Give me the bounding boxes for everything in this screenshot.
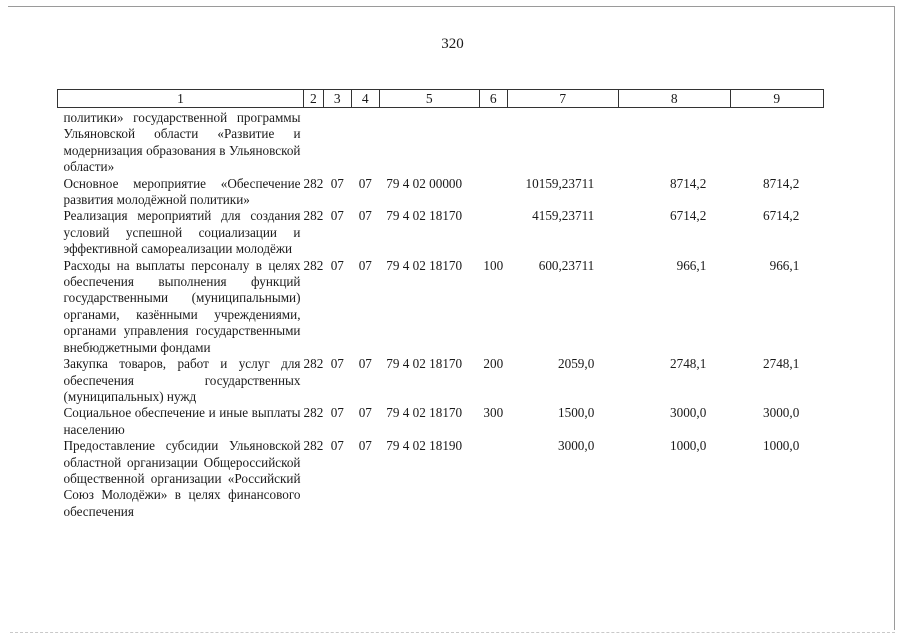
row-value-cell: 07 [358,208,372,224]
row-value-cell: 07 [330,257,344,273]
row-value-cell [351,108,379,176]
row-value-cell: 79 4 02 18170 [386,356,463,372]
scan-edge-line [10,632,895,634]
row-value-cell: 07 [358,356,372,372]
row-value-cell: 07 [330,175,344,191]
header-cell: 8 [618,90,730,108]
row-value-cell: 200 [483,356,504,372]
row-value-cell: 966,1 [676,257,707,273]
table-body [58,108,824,521]
row-name-cell: Расходы на выплаты персоналу в целях обеспечения выполнения функций государственными (муниципальными) органами, казёнными учреждениями, органами управления государственными внебюджетными фондами [63,257,301,355]
table-row [58,258,824,356]
row-value-cell: 1500,0 [558,405,595,421]
row-name-cell: политики» государственной программы Ульяновской области «Развитие и модернизация образования в Ульяновской области» [63,110,301,175]
row-value-cell: 282 [303,438,324,454]
row-value-cell: 600,23711 [538,257,595,273]
row-value-cell: 07 [330,208,344,224]
row-value-cell: 2059,0 [558,356,595,372]
row-name-cell: Закупка товаров, работ и услуг для обеспечения государственных (муниципальных) нужд [63,356,301,404]
header-cell: 3 [323,90,351,108]
row-value-cell: 79 4 02 18190 [386,438,463,454]
header-cell: 6 [479,90,507,108]
table-row [58,176,824,209]
row-value-cell: 10159,23711 [525,175,595,191]
table-row [58,108,824,176]
header-cell: 7 [507,90,618,108]
row-value-cell: 07 [330,356,344,372]
row-name-cell: Реализация мероприятий для создания условий успешной социализации и эффективной самореализации молодёжи [63,208,301,257]
table-row [58,356,824,405]
row-value-cell [479,208,507,257]
row-value-cell: 79 4 02 00000 [386,175,463,191]
header-cell: 1 [58,90,304,108]
row-value-cell: 1000,0 [670,438,707,454]
row-name-cell: Социальное обеспечение и иные выплаты населению [63,405,301,437]
row-value-cell: 6714,2 [763,208,800,224]
row-value-cell: 07 [358,405,372,421]
row-value-cell [618,108,730,176]
table-header-row [58,90,824,108]
row-value-cell: 1000,0 [763,438,800,454]
row-name-cell: Предоставление субсидии Ульяновской областной организации Общероссийской общественной организации «Российский Союз Молодёжи» в целях финансового обеспечения [63,438,301,519]
row-value-cell [730,108,823,176]
row-value-cell: 79 4 02 18170 [386,257,463,273]
table-row [58,208,824,257]
row-value-cell: 282 [303,257,324,273]
header-cell: 4 [351,90,379,108]
row-value-cell: 07 [358,257,372,273]
row-value-cell [479,108,507,176]
row-value-cell: 282 [303,175,324,191]
row-value-cell: 282 [303,208,324,224]
row-value-cell: 3000,0 [558,438,595,454]
table-row [58,438,824,520]
row-value-cell [507,108,618,176]
row-value-cell: 07 [330,438,344,454]
row-name-cell: Основное мероприятие «Обеспечение развития молодёжной политики» [63,175,301,208]
row-value-cell: 07 [358,438,372,454]
row-value-cell [379,108,479,176]
row-value-cell: 300 [483,405,504,421]
row-value-cell: 79 4 02 18170 [386,405,463,421]
row-value-cell [479,176,507,209]
row-value-cell: 966,1 [769,257,800,273]
header-cell: 9 [730,90,823,108]
budget-table [57,89,824,520]
header-cell: 5 [379,90,479,108]
row-value-cell: 282 [303,356,324,372]
table-row [58,405,824,438]
row-value-cell: 3000,0 [763,405,800,421]
row-value-cell: 07 [358,175,372,191]
page-number: 320 [441,36,464,52]
row-value-cell: 282 [303,405,324,421]
row-value-cell: 100 [483,257,504,273]
row-value-cell: 79 4 02 18170 [386,208,463,224]
row-value-cell: 2748,1 [763,356,800,372]
row-value-cell: 2748,1 [670,356,707,372]
header-cell: 2 [304,90,324,108]
row-value-cell [304,108,324,176]
row-value-cell: 8714,2 [670,175,707,191]
row-value-cell [323,108,351,176]
row-value-cell [479,438,507,520]
row-value-cell: 07 [330,405,344,421]
row-value-cell: 3000,0 [670,405,707,421]
row-value-cell: 6714,2 [670,208,707,224]
row-value-cell: 8714,2 [763,175,800,191]
row-value-cell: 4159,23711 [532,208,595,224]
